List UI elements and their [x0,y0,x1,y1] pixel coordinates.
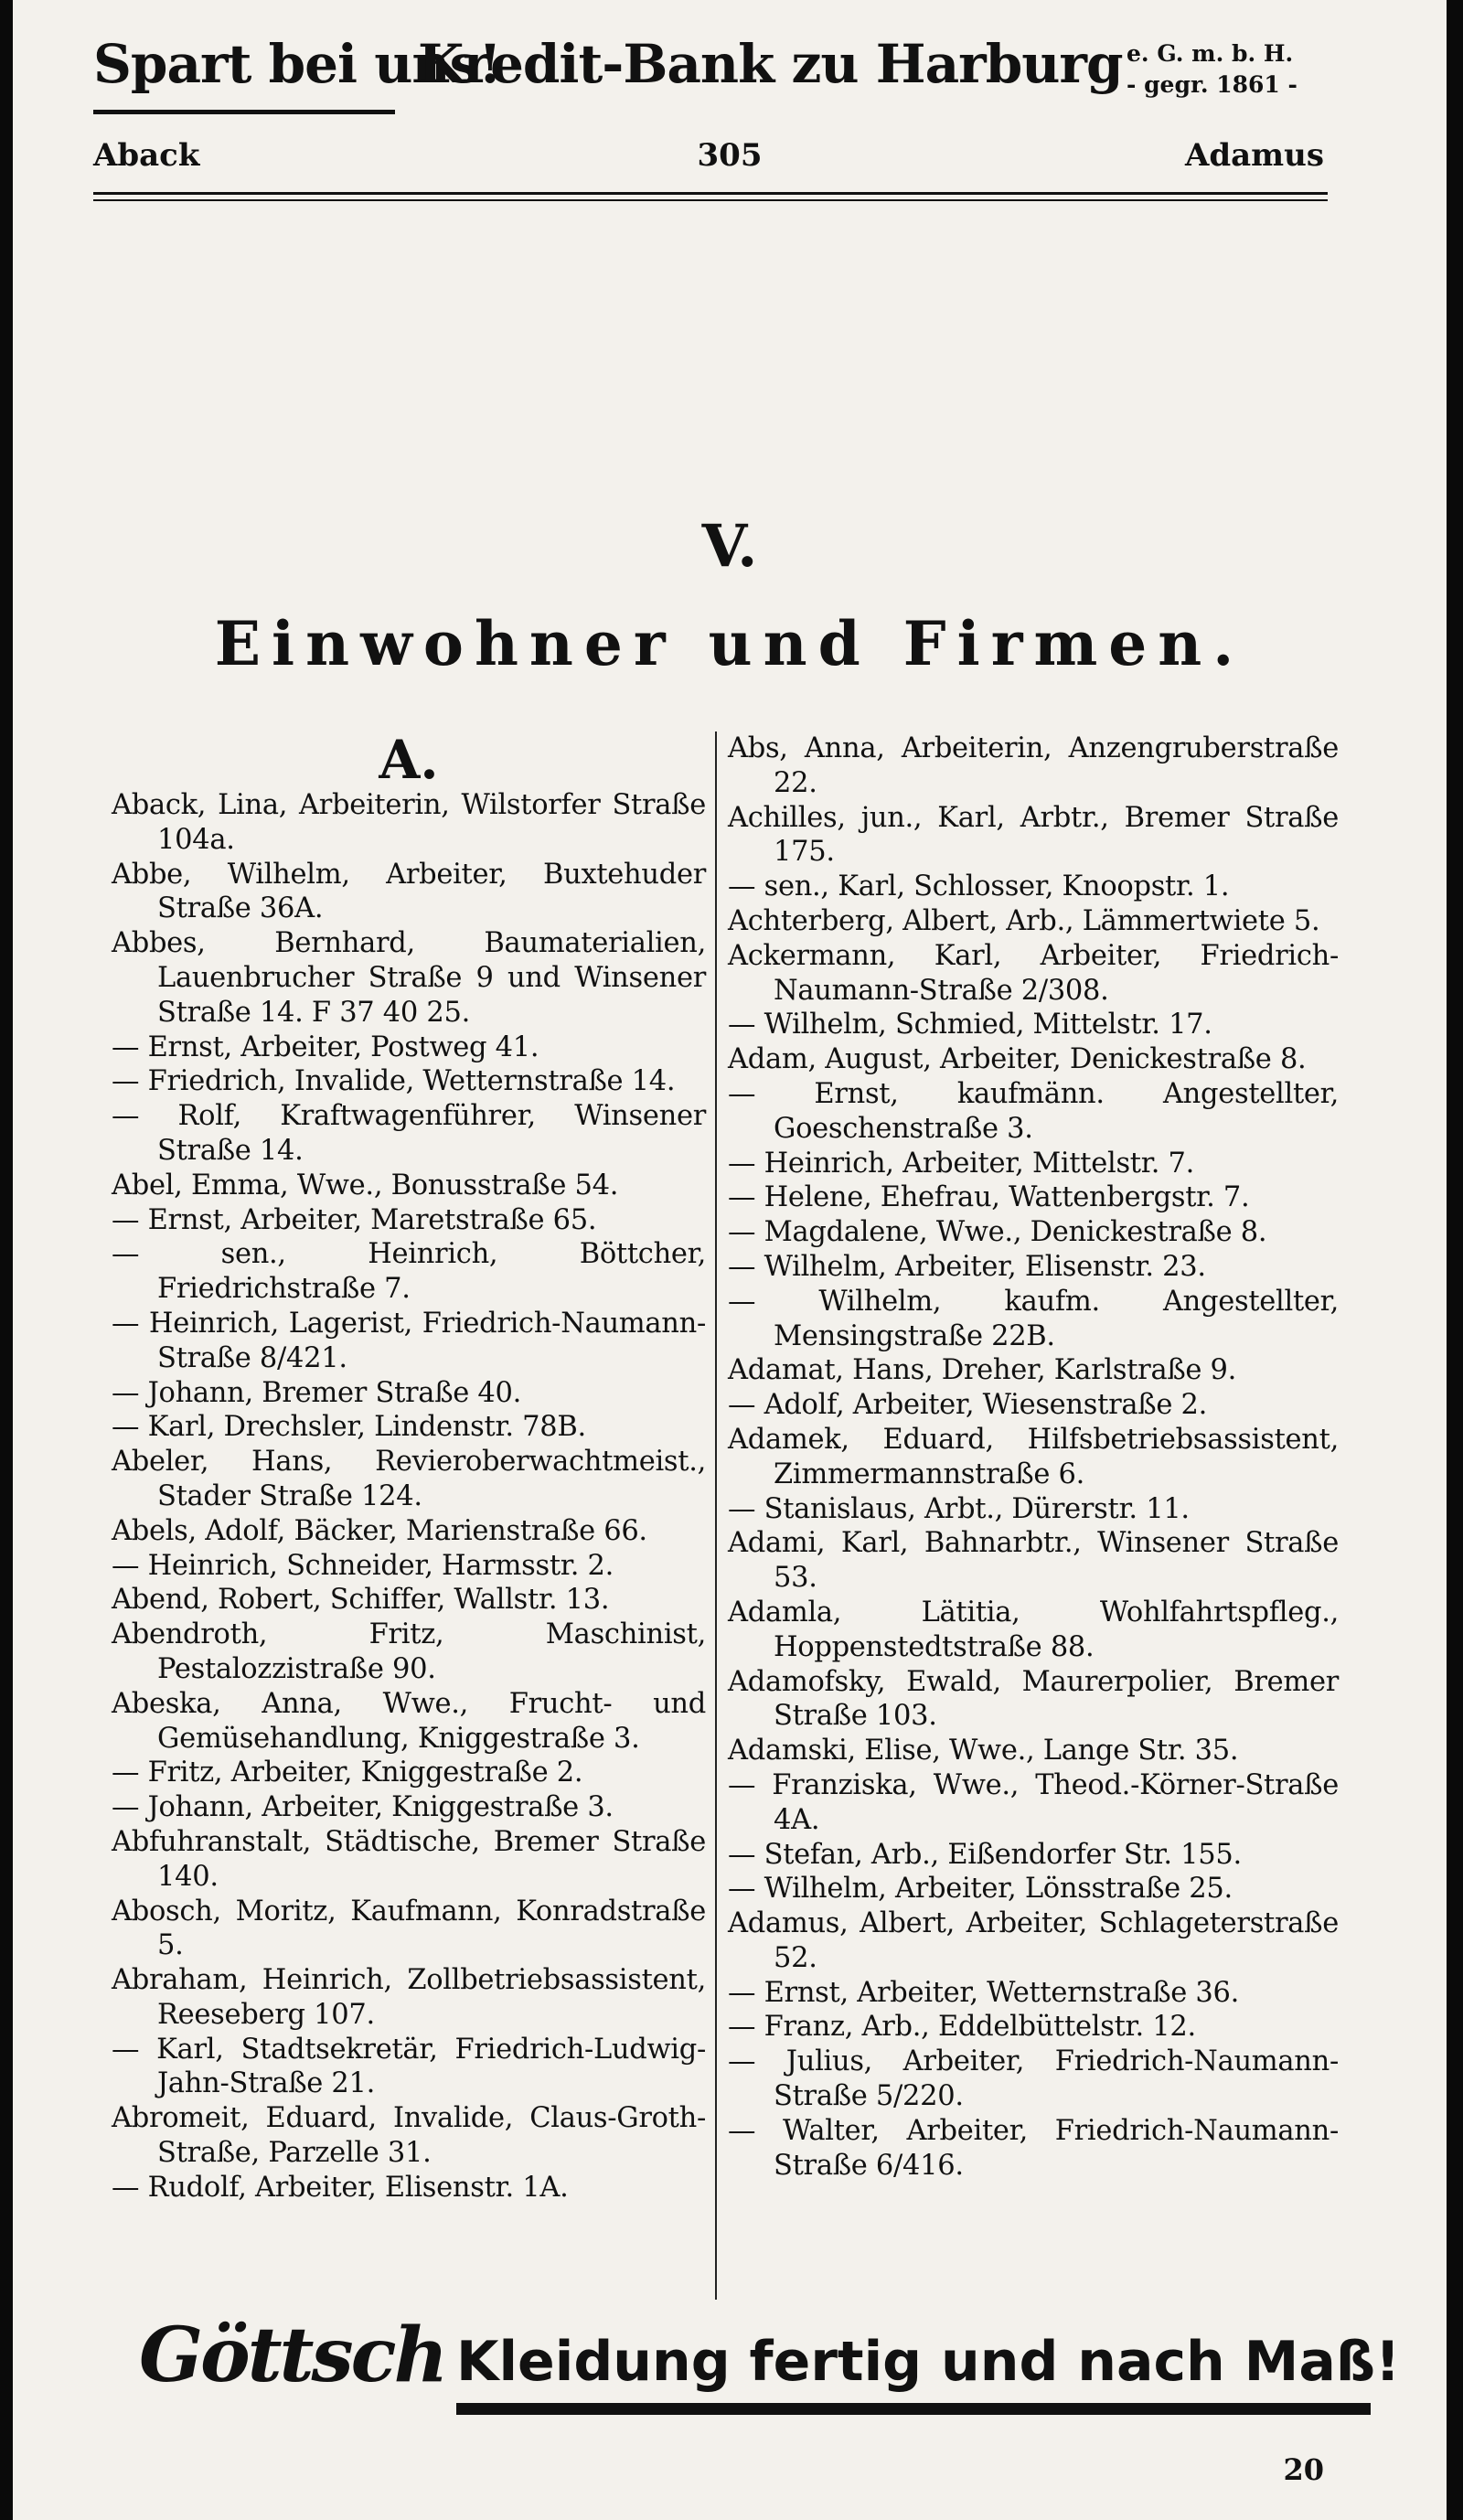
directory-entry: — Johann, Arbeiter, Kniggestraße 3. [112,1791,614,1824]
banner-legal-form [1127,38,1297,101]
directory-entry: Abeler, Hans, Revieroberwachtmeist., Stader Straße 124. [112,1446,706,1512]
ad-logo: Göttsch [139,2312,446,2399]
directory-entry: Abosch, Moritz, Kaufmann, Konradstraße 5. [112,1895,706,1962]
ad-slogan: Kleidung fertig und nach Maß! [456,2330,1401,2394]
directory-entry: Abbes, Bernhard, Baumaterialien, Lauenbrucher Straße 9 und Winsener Straße 14. F 37 40 25. [112,927,706,1029]
header-rule-thick [93,192,1328,195]
right-column [728,731,1339,2183]
directory-entry: — Stefan, Arb., Eißendorfer Str. 155. [728,1838,1242,1871]
section-number: V. [701,512,758,581]
directory-entry: — Rudolf, Arbeiter, Elisenstr. 1A. [112,2171,569,2204]
directory-entry: — Johann, Bremer Straße 40. [112,1376,522,1409]
directory-entry: — Ernst, Arbeiter, Postweg 41. [112,1030,539,1063]
directory-entry: — Helene, Ehefrau, Wattenbergstr. 7. [728,1181,1250,1214]
directory-entry: Abendroth, Fritz, Maschinist, Pestalozzistraße 90. [112,1618,706,1685]
directory-entry: — sen., Heinrich, Böttcher, Friedrichstraße 7. [112,1238,706,1306]
directory-entry: Abs, Anna, Arbeiterin, Anzengruberstraße 22. [728,732,1339,799]
section-title: Einwohner und Firmen. [214,608,1245,679]
directory-entry: Abraham, Heinrich, Zollbetriebsassistent, Reeseberg 107. [112,1964,706,2031]
directory-entry: Ackermann, Karl, Arbeiter, Friedrich-Naumann-Straße 2/308. [728,939,1339,1007]
directory-entry: Abfuhranstalt, Städtische, Bremer Straße 140. [112,1825,706,1893]
directory-entry: — Franziska, Wwe., Theod.-Körner-Straße 4A. [728,1768,1339,1836]
directory-entry: — Julius, Arbeiter, Friedrich-Naumann-Straße 5/220. [728,2045,1339,2113]
banner-legal-line2: - gegr. 1861 - [1127,71,1297,98]
directory-entry: Adamat, Hans, Dreher, Karlstraße 9. [728,1354,1237,1387]
directory-entry: — sen., Karl, Schlosser, Knoopstr. 1. [728,870,1230,903]
running-header-right: Adamus [1184,137,1324,174]
banner-slogan: Spart bei uns! [93,33,501,95]
banner-legal-line1: e. G. m. b. H. [1127,40,1294,67]
header-rule-thin [93,199,1328,201]
directory-entry: Achilles, jun., Karl, Arbtr., Bremer Straße 175. [728,801,1339,869]
directory-entry: Adamek, Eduard, Hilfsbetriebsassistent, Zimmermannstraße 6. [728,1423,1339,1490]
banner-bank-name: Kredit-Bank zu Harburg [418,33,1123,95]
directory-entry: — Heinrich, Lagerist, Friedrich-Naumann-Straße 8/421. [112,1307,706,1374]
directory-entry: — Wilhelm, Arbeiter, Lönsstraße 25. [728,1873,1233,1906]
directory-entry: — Fritz, Arbeiter, Kniggestraße 2. [112,1757,583,1789]
directory-entry: Abels, Adolf, Bäcker, Marienstraße 66. [112,1514,647,1547]
sheet-number: 20 [1283,2452,1324,2487]
directory-entry: — Friedrich, Invalide, Wetternstraße 14. [112,1065,676,1098]
directory-entry: Adamus, Albert, Arbeiter, Schlageterstraße 52. [728,1907,1339,1974]
banner-underline [93,110,395,114]
column-divider [715,731,717,2300]
directory-entry: — Ernst, Arbeiter, Maretstraße 65. [112,1203,597,1236]
directory-entry: — Wilhelm, Arbeiter, Elisenstr. 23. [728,1250,1206,1283]
directory-entry: Abeska, Anna, Wwe., Frucht- und Gemüsehandlung, Kniggestraße 3. [112,1687,706,1755]
directory-entry: Adamofsky, Ewald, Maurerpolier, Bremer Straße 103. [728,1665,1339,1733]
directory-entry: — Wilhelm, Schmied, Mittelstr. 17. [728,1009,1212,1041]
directory-entry: — Wilhelm, kaufm. Angestellter, Mensingstraße 22B. [728,1285,1339,1352]
letter-heading: A. [379,729,439,791]
directory-page [13,0,1447,2520]
directory-entry: Abel, Emma, Wwe., Bonusstraße 54. [112,1169,619,1201]
directory-entry: Achterberg, Albert, Arb., Lämmertwiete 5. [728,904,1320,937]
directory-entry: — Magdalene, Wwe., Denickestraße 8. [728,1216,1267,1249]
directory-entry: — Ernst, Arbeiter, Wetternstraße 36. [728,1976,1240,2009]
directory-entry: — Adolf, Arbeiter, Wiesenstraße 2. [728,1389,1207,1422]
page-number: 305 [697,137,763,174]
bank-advertisement-banner [93,26,1373,126]
ad-underline-bar [456,2403,1371,2415]
directory-entry: Adam, August, Arbeiter, Denickestraße 8. [728,1043,1307,1076]
directory-entry: — Karl, Drechsler, Lindenstr. 78B. [112,1411,586,1444]
directory-entry: — Rolf, Kraftwagenführer, Winsener Straße 14. [112,1100,706,1167]
directory-entry: — Ernst, kaufmänn. Angestellter, Goeschenstraße 3. [728,1077,1339,1145]
directory-entry: — Heinrich, Arbeiter, Mittelstr. 7. [728,1147,1194,1180]
running-header-left: Aback [93,137,200,174]
directory-entry: — Stanislaus, Arbt., Dürerstr. 11. [728,1492,1190,1525]
directory-entry: Abend, Robert, Schiffer, Wallstr. 13. [112,1584,610,1617]
directory-entry: — Heinrich, Schneider, Harmsstr. 2. [112,1549,614,1582]
directory-entry: Abromeit, Eduard, Invalide, Claus-Groth-Straße, Parzelle 31. [112,2102,706,2170]
directory-entry: Adamski, Elise, Wwe., Lange Str. 35. [728,1735,1239,1767]
directory-entry: Aback, Lina, Arbeiterin, Wilstorfer Straße 104a. [112,789,706,856]
directory-entry: — Karl, Stadtsekretär, Friedrich-Ludwig-Jahn-Straße 21. [112,2033,706,2100]
directory-entry: Adami, Karl, Bahnarbtr., Winsener Straße 53. [728,1527,1339,1595]
directory-entry: — Walter, Arbeiter, Friedrich-Naumann-Straße 6/416. [728,2114,1339,2182]
left-column [112,731,706,2205]
directory-entry: Abbe, Wilhelm, Arbeiter, Buxtehuder Straße 36A. [112,858,706,925]
directory-entry: — Franz, Arb., Eddelbüttelstr. 12. [728,2011,1196,2044]
directory-entry: Adamla, Lätitia, Wohlfahrtspfleg., Hoppenstedtstraße 88. [728,1596,1339,1663]
clothing-advertisement [113,2312,1401,2417]
